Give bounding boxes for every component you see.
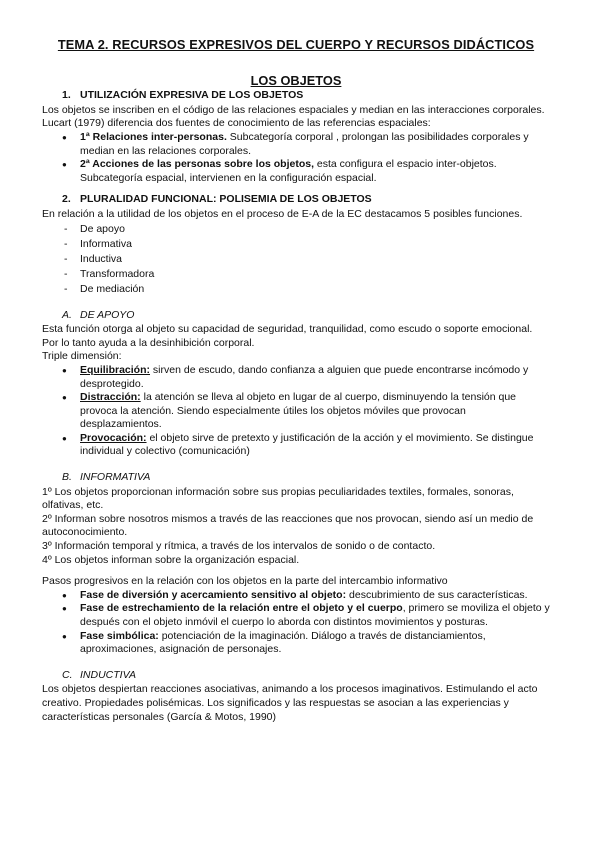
list-item: - Transformadora xyxy=(42,267,550,282)
bullet-text: la atención se lleva al objeto en lugar de al cuerpo, disminuyendo la tensión que provoca la atención. Siendo especialmente útiles los objetos móviles que provocan desplazamientos. xyxy=(80,391,517,431)
section-1-heading xyxy=(62,89,550,103)
subsection-b-letter: B. xyxy=(62,471,72,484)
bullet-text: , primero se moviliza el objeto y después con el objeto inmóvil el cuerpo lo aborda con distintos movimientos y posturas. xyxy=(80,602,550,628)
bullet-bold: 1ª Relaciones inter-personas. xyxy=(80,130,227,143)
subsection-c-heading-text: INDUCTIVA xyxy=(80,668,137,681)
bullet-text: sirven de escudo, dando confianza a alguien que puede encontrarse incómodo y desprotegido. xyxy=(80,363,529,390)
section-1-paragraph-1: Los objetos se inscriben en el código de las relaciones espaciales y median en las interacciones corporales. xyxy=(42,103,545,116)
section-1-number: 1. xyxy=(62,89,71,102)
subsection-a-heading xyxy=(62,309,550,323)
list-item: - De mediación xyxy=(42,282,550,297)
document-title: TEMA 2. RECURSOS EXPRESIVOS DEL CUERPO Y RECURSOS DIDÁCTICOS xyxy=(57,37,535,52)
list-item: - De apoyo xyxy=(42,222,550,237)
bullet-text: Subcategoría corporal , prolongan las posibilidades corporales y median en las relaciones corporales. xyxy=(80,130,529,157)
bullet-bold: Provocación: xyxy=(80,431,147,444)
bullet-bold: Distracción: xyxy=(80,391,141,404)
bullet-bold: 2ª Acciones de las personas sobre los objetos, xyxy=(80,158,314,171)
bullet-bold: Fase simbólica: xyxy=(80,629,159,642)
section-1-bullet-list xyxy=(42,131,550,185)
bullet-text: descubrimiento de sus características. xyxy=(346,588,528,601)
subsection-c-paragraph-1: Los objetos despiertan reacciones asociativas, animando a los procesos imaginativos. Estimulando el acto creativo. Propiedades polisémicas. Los significados y las respuestas se asocian a las experiencias y características personales (García & Motos, 1990) xyxy=(42,683,538,723)
subsection-a-bullet-list xyxy=(42,364,550,459)
subsection-b-line-3: 3º Información temporal y rítmica, a través de los intervalos de sonido o de contacto. xyxy=(42,540,436,553)
list-item xyxy=(42,158,550,185)
list-item xyxy=(42,131,550,158)
section-2-paragraph-1: En relación a la utilidad de los objetos en el proceso de E-A de la EC destacamos 5 posibles funciones. xyxy=(42,207,523,220)
subsection-b-bullet-list xyxy=(42,589,550,657)
section-1-paragraph-2: Lucart (1979) diferencia dos fuentes de conocimiento de las referencias espaciales: xyxy=(42,117,431,130)
subsection-a-paragraph-1: Esta función otorga al objeto su capacidad de seguridad, tranquilidad, como escudo o soporte emocional. Por lo tanto ayuda a la desinhibición corporal. xyxy=(42,323,533,349)
bullet-bold: Fase de estrechamiento de la relación entre el objeto y el cuerpo xyxy=(80,602,403,615)
list-item xyxy=(42,630,550,657)
bullet-text: el objeto sirve de pretexto y justificación de la acción y el movimiento. Se distingue individual y colectivo (comunicación) xyxy=(80,431,534,458)
bullet-text: esta configura el espacio inter-objetos. Subcategoría espacial, intervienen en la configuración espacial. xyxy=(80,158,497,184)
subsection-b-heading-text: INFORMATIVA xyxy=(80,471,151,484)
list-item xyxy=(42,364,550,391)
list-item xyxy=(42,391,550,432)
subsection-c-heading xyxy=(62,669,550,683)
bullet-text: potenciación de la imaginación. Diálogo a través de distanciamientos, aproximaciones, asignación de personajes. xyxy=(80,629,486,656)
bullet-bold: Fase de diversión y acercamiento sensitivo al objeto: xyxy=(80,588,347,601)
list-item xyxy=(42,432,550,459)
subsection-b-line-1: 1º Los objetos proporcionan información sobre sus propias peculiaridades textiles, formales, sonoras, olfativas, etc. xyxy=(42,485,514,512)
subsection-b-heading xyxy=(62,471,550,485)
section-title: LOS OBJETOS xyxy=(250,72,342,88)
subsection-b-steps-intro: Pasos progresivos en la relación con los objetos en la parte del intercambio informativo xyxy=(42,575,448,588)
list-item xyxy=(42,589,550,603)
list-item: - Informativa xyxy=(42,237,550,252)
list-item: - Inductiva xyxy=(42,252,550,267)
subsection-b-line-2: 2º Informan sobre nosotros mismos a través de las reacciones que nos provocan, siendo así un medio de autoconocimiento. xyxy=(42,512,534,539)
list-item xyxy=(42,602,550,629)
section-1-heading-text: UTILIZACIÓN EXPRESIVA DE LOS OBJETOS xyxy=(80,89,304,102)
subsection-c-letter: C. xyxy=(62,668,73,681)
section-2-heading xyxy=(62,193,550,207)
subsection-a-heading-text: DE APOYO xyxy=(80,308,135,321)
bullet-bold: Equilibración: xyxy=(80,363,151,376)
subsection-a-paragraph-2: Triple dimensión: xyxy=(42,350,122,363)
functions-list xyxy=(42,222,550,297)
section-2-number: 2. xyxy=(62,193,71,206)
subsection-b-line-4: 4º Los objetos informan sobre la organización espacial. xyxy=(42,553,300,566)
section-2-heading-text: PLURALIDAD FUNCIONAL: POLISEMIA DE LOS OBJETOS xyxy=(80,193,372,206)
subsection-a-letter: A. xyxy=(62,308,72,321)
